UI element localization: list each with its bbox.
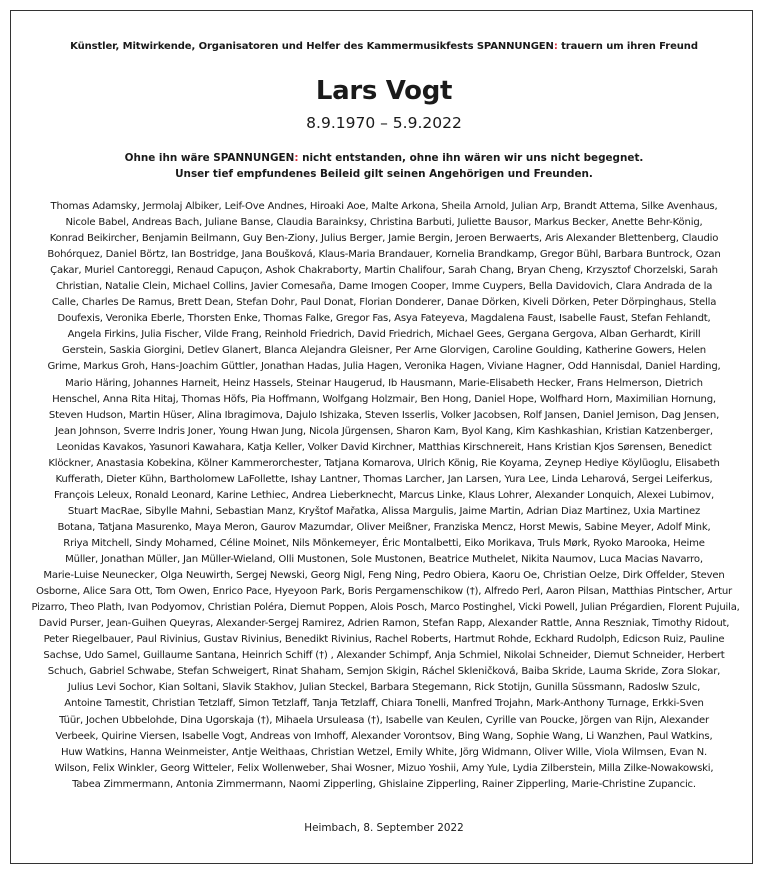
life-dates: 8.9.1970 – 5.9.2022 <box>306 114 462 132</box>
names-line: Angela Firkins, Julia Fischer, Vilde Frang, Reinhold Friedrich, David Friedrich, Michael Gees, Gergana Gergova, Alban Gerhardt, Kirill <box>67 329 701 341</box>
names-line: Botana, Tatjana Masurenko, Maya Meron, Gaurov Mazumdar, Oliver Meißner, Franziska Mencz, Horst Mewis, Sabine Meyer, Adolf Mink, <box>57 521 711 533</box>
intro-text-end: trauern um ihren Freund <box>557 41 698 52</box>
tribute-accent-colon: : <box>294 152 299 164</box>
names-line: Klöckner, Anastasia Kobekina, Kölner Kammerorchester, Tatjana Komarova, Ulrich König, Rie Koyama, Zeynep Hediye Köylüoglu, Elisabeth <box>48 457 720 469</box>
names-line: Pizarro, Theo Plath, Ivan Podyomov, Christian Poléra, Diemut Poppen, Alois Posch, Marco Postinghel, Vicki Powell, Julian Prégardien, Florent Pujuila, <box>31 602 740 614</box>
names-line: François Leleux, Ronald Leonard, Karine Lethiec, Andrea Lieberknecht, Marcus Linke, Klaus Lohrer, Alexander Lonquich, Alexei Lubimov, <box>54 489 714 501</box>
names-line: Mario Häring, Johannes Harneit, Heinz Hassels, Steinar Haugerud, Ib Hausmann, Marie-Elisabeth Hecker, Frans Helmerson, Dietrich <box>65 377 703 389</box>
names-line: Verbeek, Quirine Viersen, Isabelle Vogt, Andreas von Imhoff, Alexander Vorontsov, Bing Wang, Sophie Wang, Li Wanzhen, Paul Watkins, <box>55 730 713 742</box>
names-line: David Purser, Jean-Guihen Queyras, Alexander-Sergej Ramirez, Adrien Ramon, Stefan Rapp, Alexander Rattle, Anna Reszniak, Timothy Ridout, <box>38 618 730 630</box>
names-line: Julius Levi Sochor, Kian Soltani, Slavik Stakhov, Julian Steckel, Barbara Stegemann, Rick Stotijn, Gunilla Süssmann, Radoslw Szulc, <box>67 682 701 694</box>
names-line: Doufexis, Veronika Eberle, Thorsten Enke, Thomas Falke, Gregor Fas, Asya Fateyeva, Magdalena Faust, Isabelle Faust, Stefan Fehlandt, <box>57 313 711 325</box>
names-line: Müller, Jonathan Müller, Jan Müller-Wieland, Olli Mustonen, Sole Mustonen, Beatrice Muthelet, Nikita Naumov, Luca Macias Navarro, <box>65 554 703 566</box>
names-line: Tüür, Jochen Ubbelohde, Dina Ugorskaja (†), Mihaela Ursuleasa (†), Isabelle van Keulen, Cyrille van Poucke, Jörgen van Rijn, Alexander <box>59 714 709 726</box>
intro-line <box>0 41 768 52</box>
names-line: Antoine Tamestit, Christian Tetzlaff, Simon Tetzlaff, Tanja Tetzlaff, Chiara Tonelli, Manfred Trojahn, Mark-Anthony Turnage, Erkki-Sven <box>64 698 704 710</box>
names-line: Jean Johnson, Sverre Indris Joner, Young Hwan Jung, Nicola Jürgensen, Sharon Kam, Byol Kang, Kim Kashkashian, Kristian Katzenberger, <box>55 425 713 437</box>
names-line: Bohórquez, Daniel Börtz, Ian Bostridge, Jana Boušková, Klaus-Maria Brandauer, Kornelia Brandkamp, Gregor Bühl, Barbara Buntrock, Ozan <box>47 249 721 261</box>
names-line: Çakar, Muriel Cantoreggi, Renaud Capuçon, Ashok Chakraborty, Martin Chalifour, Sarah Chang, Bryan Cheng, Krzysztof Chorzelski, Sarah <box>50 265 718 277</box>
place-date: Heimbach, 8. September 2022 <box>304 822 464 834</box>
names-line: Huw Watkins, Hanna Weinmeister, Antje Weithaas, Christian Wetzel, Emily White, Jörg Widmann, Oliver Wille, Viola Wilmsen, Evan N. <box>60 746 708 758</box>
names-line: Marie-Luise Neunecker, Olga Neuwirth, Sergej Newski, Georg Nigl, Feng Ning, Pedro Obiera, Kaoru Oe, Christian Oelze, Dirk Offelder, Steven <box>43 570 725 582</box>
names-line: Nicole Babel, Andreas Bach, Juliane Banse, Claudia Barainksy, Christina Barbuti, Juliette Bausor, Markus Becker, Anette Behr-König, <box>65 217 703 229</box>
tribute-line-1 <box>0 150 768 166</box>
names-line: Rriya Mitchell, Sindy Mohamed, Céline Moinet, Nils Mönkemeyer, Éric Montalbetti, Eiko Morikava, Truls Mørk, Ryoko Marooka, Heime <box>63 537 705 549</box>
names-line: Thomas Adamsky, Jermolaj Albiker, Leif-Ove Andnes, Hiroaki Aoe, Malte Arkona, Sheila Arnold, Julian Arp, Brandt Attema, Silke Avenhaus, <box>50 201 718 212</box>
intro-text: Künstler, Mitwirkende, Organisatoren und Helfer des Kammermusikfests SPANNUNGEN <box>70 41 554 52</box>
names-line: Osborne, Alice Sara Ott, Tom Owen, Enrico Pace, Hyeyoon Park, Boris Pergamenschikow (†), Alfredo Perl, Aaron Pilsan, Matthias Pintscher, Artur <box>36 586 732 598</box>
names-line: Leonidas Kavakos, Yasunori Kawahara, Katja Keller, Volker David Kirchner, Matthias Kirschnereit, Hans Kristian Kjos Sørensen, Benedict <box>56 441 712 453</box>
tribute-line-1-start: Ohne ihn wäre SPANNUNGEN <box>124 152 295 164</box>
deceased-name: Lars Vogt <box>315 76 453 106</box>
tribute-text <box>0 150 768 182</box>
names-line: Stuart MacRae, Sibylle Mahni, Sebastian Manz, Kryštof Mařatka, Alissa Margulis, Jaime Martin, Adrian Diaz Martinez, Uxia Martinez <box>67 505 701 517</box>
names-line: Tabea Zimmermann, Antonia Zimmermann, Naomi Zipperling, Ghislaine Zipperling, Rainer Zipperling, Marie-Christine Zupancic. <box>72 778 696 790</box>
tribute-line-2: Unser tief empfundenes Beileid gilt seinen Angehörigen und Freunden. <box>175 168 593 180</box>
names-line: Sachse, Udo Samel, Guillaume Santana, Heinrich Schiff (†) , Alexander Schimpf, Anja Schmiel, Nikolai Schneider, Diemut Schneider, Herbert <box>43 650 725 662</box>
names-line: Calle, Charles De Ramus, Brett Dean, Stefan Dohr, Paul Donat, Florian Donderer, Danae Dörken, Kiveli Dörken, Peter Dörpinghaus, Stella <box>51 297 717 309</box>
names-list <box>30 199 738 793</box>
names-line: Gerstein, Saskia Giorgini, Detlev Glanert, Blanca Alejandra Gleisner, Per Arne Glorvigen, Caroline Goulding, Katherine Gowers, Helen <box>62 345 706 357</box>
intro-accent-colon: : <box>553 41 558 52</box>
names-line: Steven Hudson, Martin Hüser, Alina Ibragimova, Dajulo Ishizaka, Steven Isserlis, Volker Jacobsen, Rolf Jansen, Daniel Jemison, Dag Jensen, <box>48 409 720 421</box>
tribute-line-1-end: nicht entstanden, ohne ihn wären wir uns nicht begegnet. <box>298 152 644 164</box>
names-line: Christian, Natalie Clein, Michael Collins, Javier Comesaña, Dame Imogen Cooper, Imme Cuypers, Bella Davidovich, Clara Andrada de la <box>55 281 713 293</box>
names-line: Konrad Beikircher, Benjamin Beilmann, Guy Ben-Ziony, Julius Berger, Jamie Bergin, Jeroen Berwaerts, Aris Alexander Blettenberg, Claudio <box>49 233 719 245</box>
names-line: Kufferath, Dieter Kühn, Bartholomew LaFollette, Ishay Lantner, Thomas Larcher, Jan Larsen, Yura Lee, Linda Leharová, Sergei Leiferkus, <box>55 473 713 485</box>
names-line: Henschel, Anna Rita Hitaj, Thomas Höfs, Pia Hoffmann, Wolfgang Holzmair, Ben Hong, Daniel Hope, Wolfhard Horn, Maximilian Hornung, <box>52 393 716 405</box>
names-line: Schuch, Gabriel Schwabe, Stefan Schweigert, Rinat Shaham, Semjon Skigin, Ráchel Skleničková, Baiba Skride, Lauma Skride, Zora Slokar, <box>47 666 721 678</box>
names-line: Peter Riegelbauer, Paul Rivinius, Gustav Rivinius, Benedikt Rivinius, Rachel Roberts, Hartmut Rohde, Eckhard Rudolph, Edicson Ruiz, Pauline <box>43 634 725 646</box>
names-line: Wilson, Felix Winkler, Georg Witteler, Felix Wollenweber, Shai Wosner, Mizuo Yoshii, Amy Yule, Lydia Zilberstein, Milla Zilke-Nowakowski, <box>54 762 714 774</box>
names-line: Grime, Markus Groh, Hans-Joachim Güttler, Jonathan Hadas, Julia Hagen, Veronika Hagen, Viviane Hagner, Odd Hannisdal, Daniel Harding, <box>47 361 721 373</box>
